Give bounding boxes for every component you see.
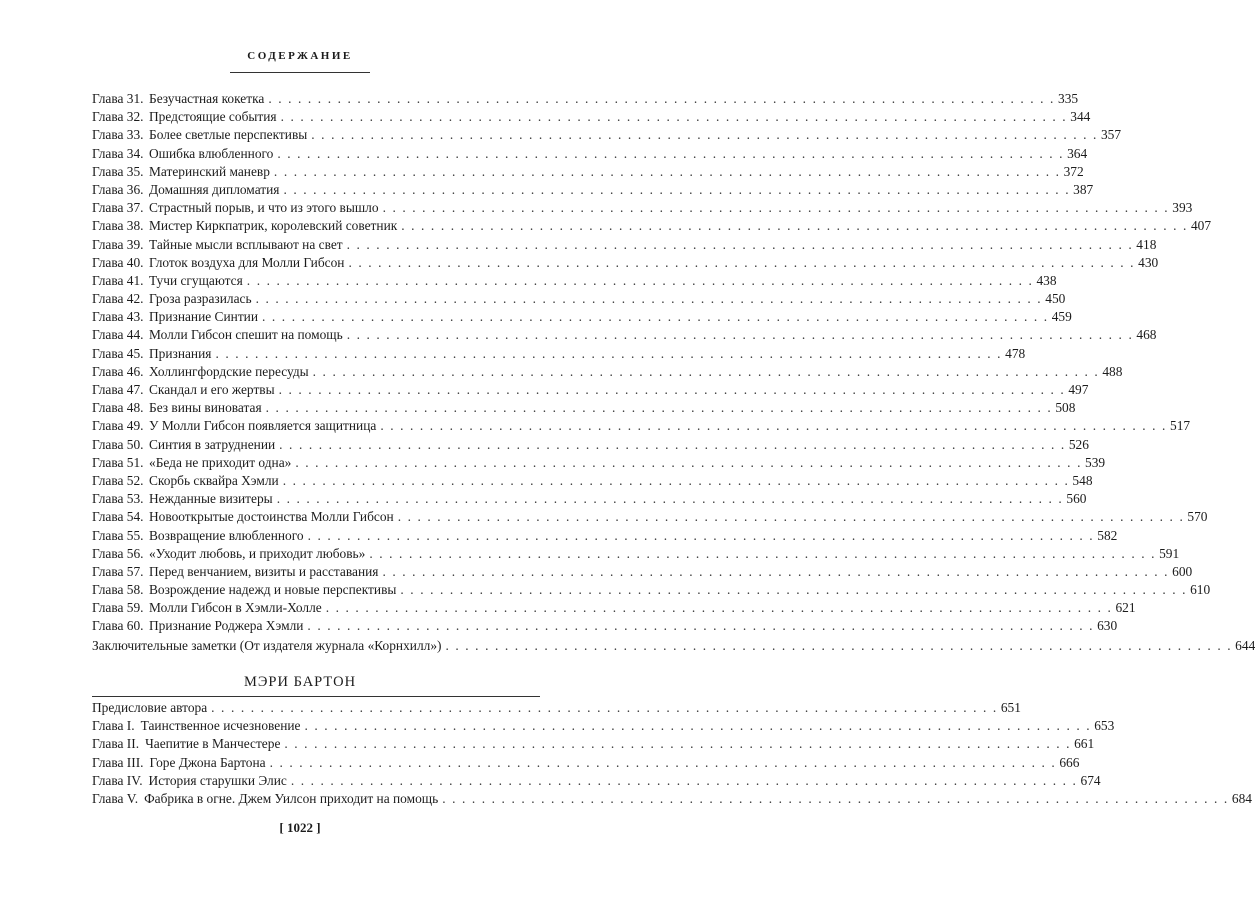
toc-entry-number: Глава I. [92, 718, 135, 734]
toc-entry-page: 570 [1187, 509, 1208, 525]
dot-leader [279, 381, 1066, 399]
toc-entry-page: 364 [1067, 145, 1088, 161]
dot-leader [281, 108, 1068, 126]
toc-entry-page: 335 [1058, 91, 1079, 106]
toc-entry[interactable] [92, 108, 1091, 126]
dot-leader [442, 790, 1229, 808]
section-rule [92, 696, 540, 697]
toc-entry-page: 539 [1085, 454, 1106, 470]
toc-entry-number: Глава 50. [92, 436, 144, 452]
toc-entry-page: 438 [1036, 272, 1057, 288]
toc-entry-number: Глава 45. [92, 345, 144, 361]
toc-entry-title: Заключительные заметки (От издателя журнала «Корнхилл») [92, 638, 442, 653]
toc-entry-title: Молли Гибсон спешит на помощь [149, 327, 343, 343]
toc-entry-title: Без вины виноватая [149, 400, 262, 416]
toc-entry-title: Скорбь сквайра Хэмли [149, 472, 279, 488]
toc-entry-title: Скандал и его жертвы [149, 382, 275, 397]
toc-entry[interactable] [92, 236, 1157, 254]
toc-entry-title: История старушки Элис [148, 772, 287, 788]
toc-entry-page: 600 [1172, 563, 1193, 579]
dot-leader [211, 699, 998, 717]
toc-entry-number: Глава 55. [92, 527, 144, 543]
dot-leader [283, 472, 1070, 490]
toc-entry-page: 661 [1074, 736, 1095, 752]
toc-entry-title: Страстный порыв, и что из этого вышло [149, 200, 379, 216]
toc-entry-title: Безучастная кокетка [149, 91, 265, 106]
toc-entry-page: 560 [1066, 491, 1087, 507]
toc-entry-page: 653 [1094, 718, 1115, 734]
toc-entry-number: Глава 57. [92, 563, 144, 579]
dot-leader [347, 326, 1134, 344]
toc-entry-number: Глава II. [92, 736, 140, 752]
dot-leader [247, 272, 1034, 290]
toc-entry[interactable] [92, 254, 1159, 272]
toc-entry[interactable] [92, 754, 1080, 772]
toc-main-list [92, 90, 1212, 636]
toc-entry-title: Материнский маневр [149, 163, 270, 179]
toc-entry-title: «Уходит любовь, и приходит любовь» [149, 545, 366, 561]
running-head: СОДЕРЖАНИЕ [247, 50, 353, 62]
dot-leader [380, 417, 1167, 435]
toc-entry-number: Глава 35. [92, 163, 144, 179]
toc-entry-page: 478 [1005, 345, 1026, 361]
toc-entry-title: Молли Гибсон в Хэмли-Холле [149, 600, 322, 616]
toc-entry-title: Домашняя дипломатия [149, 181, 280, 197]
dot-leader [305, 717, 1092, 735]
toc-entry-title: Глоток воздуха для Молли Гибсон [149, 254, 345, 270]
toc-entry[interactable] [92, 581, 1211, 599]
toc-entry-number: Глава 32. [92, 109, 144, 125]
toc-entry-page: 651 [1000, 700, 1021, 715]
toc-entry[interactable] [92, 735, 1095, 753]
toc-entry[interactable] [92, 290, 1066, 308]
toc-entry-page: 488 [1102, 363, 1123, 379]
toc-entry-number: Глава 34. [92, 145, 144, 161]
toc-entry-number: Глава 48. [92, 400, 144, 416]
toc-entry-page: 630 [1097, 618, 1118, 634]
toc-entry-number: Глава IV. [92, 772, 143, 788]
dot-leader [400, 581, 1187, 599]
toc-entry-page: 548 [1072, 472, 1093, 488]
toc-entry-title: Более светлые перспективы [149, 127, 308, 143]
toc-entry[interactable] [92, 163, 1084, 181]
toc-entry-title: Таинственное исчезновение [140, 718, 301, 734]
toc-entry[interactable] [92, 508, 1208, 526]
toc-entry-number: Глава 33. [92, 127, 144, 143]
toc-entry[interactable] [92, 381, 1089, 399]
dot-leader [308, 527, 1095, 545]
dot-leader [311, 126, 1098, 144]
toc-entry-page: 468 [1136, 327, 1157, 343]
toc-entry-page: 418 [1136, 236, 1157, 252]
toc-entry[interactable] [92, 199, 1193, 217]
toc-entry[interactable] [92, 490, 1087, 508]
dot-leader [268, 90, 1055, 108]
toc-entry-number: Глава 54. [92, 509, 144, 525]
toc-entry-page: 450 [1045, 291, 1066, 307]
toc-entry-number: Глава 60. [92, 618, 144, 634]
toc-entry-number: Глава 42. [92, 291, 144, 307]
toc-entry-title: Предисловие автора [92, 700, 208, 715]
dot-leader [266, 399, 1053, 417]
toc-entry-title: Тучи сгущаются [149, 272, 243, 288]
toc-entry-number: Глава 52. [92, 472, 144, 488]
toc-entry-closing-notes[interactable] [92, 637, 1255, 655]
toc-entry-page: 517 [1170, 418, 1191, 434]
toc-entry-title: Холлингфордские пересуды [149, 363, 309, 379]
toc-entry-number: Глава III. [92, 754, 144, 770]
toc-entry-title: Признание Синтии [149, 309, 259, 325]
toc-entry-title: Синтия в затруднении [149, 436, 276, 452]
toc-entry-number: Глава 59. [92, 600, 144, 616]
toc-entry-number: Глава 51. [92, 454, 144, 470]
dot-leader [326, 599, 1113, 617]
toc-entry-page: 666 [1059, 754, 1080, 770]
dot-leader [283, 181, 1070, 199]
toc-entry[interactable] [92, 399, 1076, 417]
toc-entry-number: Глава 41. [92, 272, 144, 288]
toc-entry-title: Возрождение надежд и новые перспективы [149, 582, 397, 598]
toc-entry-number: Глава 44. [92, 327, 144, 343]
toc-entry[interactable] [92, 563, 1193, 581]
toc-entry-title: Горе Джона Бартона [149, 754, 266, 770]
toc-entry[interactable] [92, 527, 1118, 545]
toc-entry-title: Чаепитие в Манчестере [145, 736, 281, 752]
toc-entry[interactable] [92, 272, 1057, 290]
dot-leader [277, 145, 1064, 163]
toc-entry-title: Фабрика в огне. Джем Уилсон приходит на помощь [144, 790, 439, 806]
toc-entry-title: Признания [149, 345, 212, 361]
toc-entry[interactable] [92, 717, 1115, 735]
dot-leader [295, 454, 1082, 472]
toc-entry-number: Глава V. [92, 790, 139, 806]
dot-leader [347, 236, 1134, 254]
dot-leader [291, 772, 1078, 790]
toc-entry[interactable] [92, 472, 1093, 490]
dot-leader [270, 754, 1057, 772]
dot-leader [256, 290, 1043, 308]
toc-entry-page: 526 [1068, 436, 1089, 452]
toc-entry-number: Глава 36. [92, 181, 144, 197]
toc-entry[interactable] [92, 617, 1118, 635]
toc-entry-page: 621 [1115, 600, 1136, 616]
toc-entry-number: Глава 47. [92, 382, 144, 397]
toc-entry-title: Нежданные визитеры [149, 491, 273, 507]
toc-entry-page: 497 [1068, 382, 1089, 397]
toc-entry-page: 387 [1073, 181, 1094, 197]
toc-entry-page: 393 [1172, 200, 1193, 216]
toc-entry[interactable] [92, 699, 1021, 717]
toc-entry-title: Новооткрытые достоинства Молли Гибсон [149, 509, 394, 525]
toc-barton-list [92, 699, 1252, 808]
toc-entry-title: Тайные мысли всплывают на свет [149, 236, 343, 252]
toc-entry-title: У Молли Гибсон появляется защитница [149, 418, 377, 434]
section-title: МЭРИ БАРТОН [243, 674, 357, 690]
dot-leader [382, 563, 1169, 581]
toc-entry[interactable] [92, 181, 1094, 199]
toc-entry-page: 591 [1159, 545, 1180, 561]
toc-entry[interactable] [92, 345, 1026, 363]
dot-leader [398, 508, 1185, 526]
toc-entry-page: 372 [1063, 163, 1084, 179]
toc-entry[interactable] [92, 145, 1088, 163]
toc-entry-page: 407 [1190, 218, 1212, 234]
dot-leader [369, 545, 1156, 563]
toc-entry-title: Ошибка влюбленного [149, 145, 274, 161]
dot-leader [313, 363, 1100, 381]
toc-entry[interactable] [92, 545, 1180, 563]
toc-entry-title: Признание Роджера Хэмли [149, 618, 304, 634]
toc-entry[interactable] [92, 790, 1252, 808]
page-number: [ 1022 ] [279, 820, 321, 835]
toc-entry-number: Глава 56. [92, 545, 144, 561]
toc-entry[interactable] [92, 363, 1123, 381]
toc-entry[interactable] [92, 217, 1212, 235]
dot-leader [401, 217, 1188, 235]
toc-entry[interactable] [92, 436, 1089, 454]
dot-leader [277, 490, 1064, 508]
toc-entry-page: 582 [1097, 527, 1118, 543]
toc-entry-page: 610 [1190, 582, 1211, 598]
toc-entry-title: Предстоящие события [149, 109, 277, 125]
toc-entry[interactable] [92, 126, 1122, 144]
toc-entry-number: Глава 49. [92, 418, 144, 434]
header-rule [230, 72, 370, 73]
toc-entry-title: Мистер Киркпатрик, королевский советник [149, 218, 398, 234]
toc-entry-number: Глава 43. [92, 309, 144, 325]
toc-entry[interactable] [92, 454, 1106, 472]
toc-entry[interactable] [92, 599, 1136, 617]
toc-entry[interactable] [92, 308, 1072, 326]
toc-entry-number: Глава 46. [92, 363, 144, 379]
toc-entry-number: Глава 39. [92, 236, 144, 252]
dot-leader [307, 617, 1094, 635]
toc-entry[interactable] [92, 326, 1157, 344]
dot-leader [348, 254, 1135, 272]
toc-entry-title: Возвращение влюбленного [149, 527, 304, 543]
toc-entry-number: Глава 38. [92, 218, 144, 234]
toc-entry[interactable] [92, 772, 1101, 790]
toc-entry-page: 644 [1235, 638, 1255, 653]
toc-entry-page: 684 [1231, 790, 1252, 806]
toc-entry-number: Глава 58. [92, 582, 144, 598]
dot-leader [284, 735, 1071, 753]
toc-entry-page: 674 [1080, 772, 1101, 788]
toc-entry-page: 459 [1051, 309, 1072, 325]
dot-leader [445, 637, 1232, 655]
toc-entry-number: Глава 31. [92, 91, 144, 106]
toc-entry-page: 357 [1100, 127, 1122, 143]
toc-entry-title: Гроза разразилась [149, 291, 252, 307]
toc-entry-number: Глава 53. [92, 491, 144, 507]
toc-entry-title: Перед венчанием, визиты и расставания [149, 563, 379, 579]
dot-leader [279, 436, 1066, 454]
dot-leader [274, 163, 1061, 181]
toc-entry[interactable] [92, 90, 1079, 108]
toc-entry-number: Глава 40. [92, 254, 144, 270]
toc-entry-page: 430 [1138, 254, 1159, 270]
toc-entry[interactable] [92, 417, 1191, 435]
toc-entry-number: Глава 37. [92, 200, 144, 216]
dot-leader [215, 345, 1002, 363]
toc-entry-title: «Беда не приходит одна» [149, 454, 292, 470]
toc-entry-page: 508 [1055, 400, 1076, 416]
toc-entry-page: 344 [1070, 109, 1091, 125]
dot-leader [383, 199, 1170, 217]
dot-leader [262, 308, 1049, 326]
